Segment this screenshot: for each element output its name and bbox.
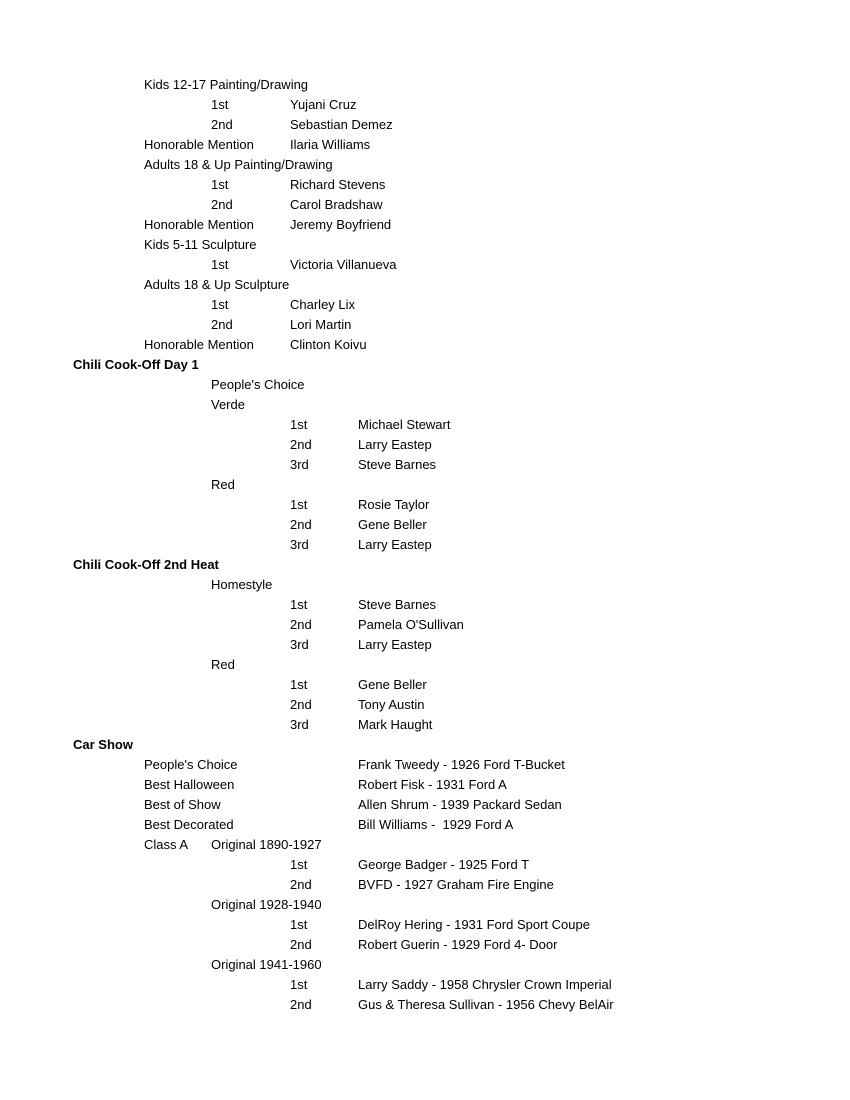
- place-label: 2nd: [290, 617, 312, 632]
- result-row: [0, 595, 850, 615]
- result-row: [0, 515, 850, 535]
- result-row: [0, 975, 850, 995]
- result-row: [0, 795, 850, 815]
- category-label: Adults 18 & Up Sculpture: [144, 277, 290, 292]
- place-label: 3rd: [290, 537, 309, 552]
- result-row: [0, 155, 850, 175]
- result-row: [0, 895, 850, 915]
- place-label: 3rd: [290, 717, 309, 732]
- category-label: Best Halloween: [144, 777, 235, 792]
- result-row: [0, 655, 850, 675]
- winner-name: Tony Austin: [358, 697, 425, 712]
- result-row: [0, 435, 850, 455]
- section-header-row: [0, 555, 850, 575]
- place-label: 1st: [211, 97, 229, 112]
- place-label: Honorable Mention: [144, 217, 254, 232]
- section-title: Chili Cook-Off 2nd Heat: [73, 557, 219, 572]
- result-row: [0, 575, 850, 595]
- result-row: [0, 615, 850, 635]
- result-row: [0, 855, 850, 875]
- result-row: [0, 455, 850, 475]
- result-row: [0, 275, 850, 295]
- winner-name: BVFD - 1927 Graham Fire Engine: [358, 877, 554, 892]
- winner-name: Rosie Taylor: [358, 497, 430, 512]
- result-row: [0, 75, 850, 95]
- section-header-row: [0, 355, 850, 375]
- place-label: 1st: [211, 257, 229, 272]
- winner-name: George Badger - 1925 Ford T: [358, 857, 530, 872]
- place-label: 2nd: [211, 197, 233, 212]
- result-row: [0, 875, 850, 895]
- result-row: [0, 495, 850, 515]
- winner-name: DelRoy Hering - 1931 Ford Sport Coupe: [358, 917, 590, 932]
- section-header-row: [0, 735, 850, 755]
- result-row: [0, 715, 850, 735]
- category-label: Original 1941-1960: [211, 957, 322, 972]
- place-label: 1st: [211, 297, 229, 312]
- winner-name: Larry Saddy - 1958 Chrysler Crown Imperial: [358, 977, 612, 992]
- winner-name: Michael Stewart: [358, 417, 451, 432]
- winner-name: Gene Beller: [358, 677, 427, 692]
- result-row: [0, 195, 850, 215]
- result-row: [0, 415, 850, 435]
- category-label: People's Choice: [144, 757, 238, 772]
- result-row: [0, 375, 850, 395]
- result-row: [0, 135, 850, 155]
- result-row: [0, 315, 850, 335]
- place-label: 2nd: [290, 437, 312, 452]
- winner-name: Larry Eastep: [358, 537, 432, 552]
- winner-name: Mark Haught: [358, 717, 433, 732]
- result-row: [0, 695, 850, 715]
- winner-name: Jeremy Boyfriend: [290, 217, 392, 232]
- place-label: 3rd: [290, 637, 309, 652]
- place-label: 1st: [290, 917, 308, 932]
- place-label: 1st: [290, 977, 308, 992]
- category-label: Original 1890-1927: [211, 837, 322, 852]
- category-label: Adults 18 & Up Painting/Drawing: [144, 157, 333, 172]
- result-row: [0, 535, 850, 555]
- winner-name: Larry Eastep: [358, 637, 432, 652]
- place-label: 1st: [290, 597, 308, 612]
- place-label: Honorable Mention: [144, 137, 254, 152]
- winner-name: Charley Lix: [290, 297, 356, 312]
- winner-name: Pamela O'Sullivan: [358, 617, 464, 632]
- winner-name: Clinton Koivu: [290, 337, 367, 352]
- winner-name: Lori Martin: [290, 317, 352, 332]
- result-row: [0, 235, 850, 255]
- category-label: People's Choice: [211, 377, 305, 392]
- place-label: 3rd: [290, 457, 309, 472]
- winner-name: Steve Barnes: [358, 597, 437, 612]
- place-label: 2nd: [211, 317, 233, 332]
- winner-name: Sebastian Demez: [290, 117, 393, 132]
- result-row: [0, 255, 850, 275]
- place-label: 2nd: [290, 877, 312, 892]
- place-label: 2nd: [211, 117, 233, 132]
- winner-name: Ilaria Williams: [290, 137, 371, 152]
- winner-name: Gus & Theresa Sullivan - 1956 Chevy BelAir: [358, 997, 614, 1012]
- place-label: 1st: [290, 857, 308, 872]
- result-row: [0, 295, 850, 315]
- result-row: [0, 395, 850, 415]
- category-label: Kids 12-17 Painting/Drawing: [144, 77, 309, 92]
- result-row: [0, 935, 850, 955]
- class-label: Class A: [144, 837, 189, 852]
- result-row: [0, 335, 850, 355]
- place-label: 2nd: [290, 697, 312, 712]
- place-label: 1st: [290, 417, 308, 432]
- result-row: [0, 755, 850, 775]
- winner-name: Bill Williams - 1929 Ford A: [358, 817, 514, 832]
- place-label: 1st: [211, 177, 229, 192]
- result-row: [0, 955, 850, 975]
- place-label: 1st: [290, 677, 308, 692]
- category-label: Homestyle: [211, 577, 273, 592]
- category-label: Original 1928-1940: [211, 897, 322, 912]
- category-label: Kids 5-11 Sculpture: [144, 237, 257, 252]
- category-label: Red: [211, 657, 235, 672]
- result-row: [0, 635, 850, 655]
- place-label: Honorable Mention: [144, 337, 254, 352]
- section-title: Chili Cook-Off Day 1: [73, 357, 199, 372]
- winner-name: Larry Eastep: [358, 437, 432, 452]
- winner-name: Frank Tweedy - 1926 Ford T-Bucket: [358, 757, 565, 772]
- winner-name: Richard Stevens: [290, 177, 386, 192]
- result-row: [0, 175, 850, 195]
- result-row: [0, 115, 850, 135]
- place-label: 2nd: [290, 937, 312, 952]
- category-label: Best Decorated: [144, 817, 234, 832]
- result-row: [0, 675, 850, 695]
- winner-name: Yujani Cruz: [290, 97, 357, 112]
- result-row: [0, 775, 850, 795]
- winner-name: Robert Guerin - 1929 Ford 4- Door: [358, 937, 558, 952]
- category-label: Best of Show: [144, 797, 221, 812]
- result-row: [0, 915, 850, 935]
- category-label: Red: [211, 477, 235, 492]
- result-row: [0, 995, 850, 1015]
- section-title: Car Show: [73, 737, 133, 752]
- result-row: [0, 475, 850, 495]
- result-row: [0, 815, 850, 835]
- place-label: 2nd: [290, 517, 312, 532]
- winner-name: Allen Shrum - 1939 Packard Sedan: [358, 797, 562, 812]
- winner-name: Robert Fisk - 1931 Ford A: [358, 777, 507, 792]
- winner-name: Victoria Villanueva: [290, 257, 397, 272]
- place-label: 1st: [290, 497, 308, 512]
- winner-name: Gene Beller: [358, 517, 427, 532]
- result-row: [0, 835, 850, 855]
- winner-name: Carol Bradshaw: [290, 197, 383, 212]
- place-label: 2nd: [290, 997, 312, 1012]
- category-label: Verde: [211, 397, 245, 412]
- result-row: [0, 95, 850, 115]
- winner-name: Steve Barnes: [358, 457, 437, 472]
- result-row: [0, 215, 850, 235]
